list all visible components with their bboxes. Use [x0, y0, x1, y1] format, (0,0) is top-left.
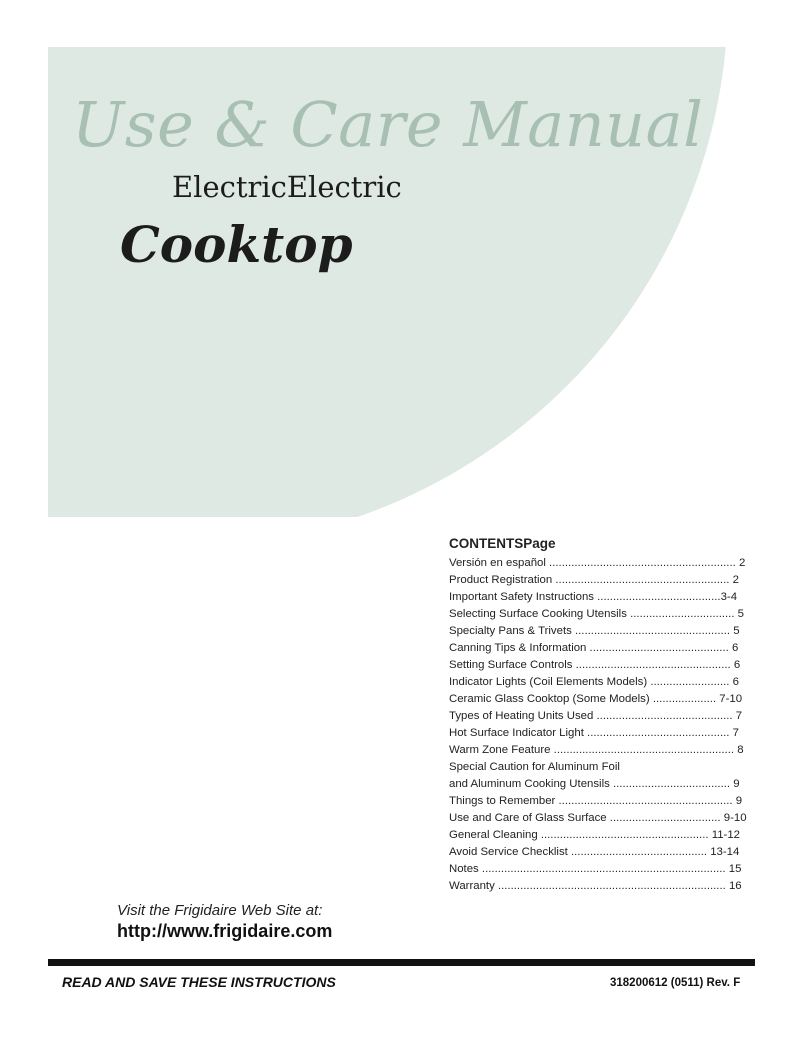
toc-entry[interactable]: Special Caution for Aluminum Foil: [449, 761, 620, 773]
product-type-line2: Cooktop: [120, 215, 353, 274]
footer-divider: [48, 959, 755, 966]
manual-title: Use & Care Manual: [72, 88, 704, 161]
product-type-line1: ElectricElectric: [172, 170, 402, 204]
toc-entry[interactable]: Indicator Lights (Coil Elements Models) ......................... 6: [449, 676, 739, 688]
website-visit-text: Visit the Frigidaire Web Site at:: [117, 902, 323, 919]
document-part-number: 318200612 (0511) Rev. F: [610, 977, 741, 989]
toc-entry[interactable]: Important Safety Instructions .......................................3-4: [449, 591, 738, 603]
contents-heading: CONTENTSPage: [449, 536, 556, 551]
toc-entry[interactable]: Setting Surface Controls ................................................. 6: [449, 659, 741, 671]
table-of-contents: [449, 536, 754, 895]
toc-entry[interactable]: Selecting Surface Cooking Utensils ................................. 5: [449, 608, 745, 620]
toc-entry[interactable]: Types of Heating Units Used ........................................... 7: [449, 710, 743, 722]
toc-entry[interactable]: Warranty ........................................................................ 16: [449, 880, 742, 892]
toc-entry[interactable]: Use and Care of Glass Surface ................................... 9-10: [449, 812, 747, 824]
read-save-instructions: READ AND SAVE THESE INSTRUCTIONS: [62, 974, 336, 990]
toc-entry[interactable]: Things to Remember ....................................................... 9: [449, 795, 743, 807]
toc-entry[interactable]: Notes ............................................................................. 15: [449, 863, 742, 875]
toc-entry[interactable]: Ceramic Glass Cooktop (Some Models) .................... 7-10: [449, 693, 743, 705]
toc-entry[interactable]: General Cleaning ..................................................... 11-12: [449, 829, 740, 841]
toc-entry[interactable]: Product Registration ....................................................... 2: [449, 574, 739, 586]
toc-entry[interactable]: Canning Tips & Information ............................................ 6: [449, 642, 739, 654]
toc-entry[interactable]: Warm Zone Feature ......................................................... 8: [449, 744, 744, 756]
toc-entry[interactable]: Specialty Pans & Trivets ................................................. 5: [449, 625, 740, 637]
toc-entry[interactable]: Versión en español ........................................................... 2: [449, 557, 746, 569]
toc-entry[interactable]: Hot Surface Indicator Light ............................................. 7: [449, 727, 739, 739]
toc-entry[interactable]: and Aluminum Cooking Utensils ..................................... 9: [449, 778, 740, 790]
toc-entry[interactable]: Avoid Service Checklist ........................................... 13-14: [449, 846, 740, 858]
website-url-link[interactable]: http://www.frigidaire.com: [117, 921, 333, 941]
